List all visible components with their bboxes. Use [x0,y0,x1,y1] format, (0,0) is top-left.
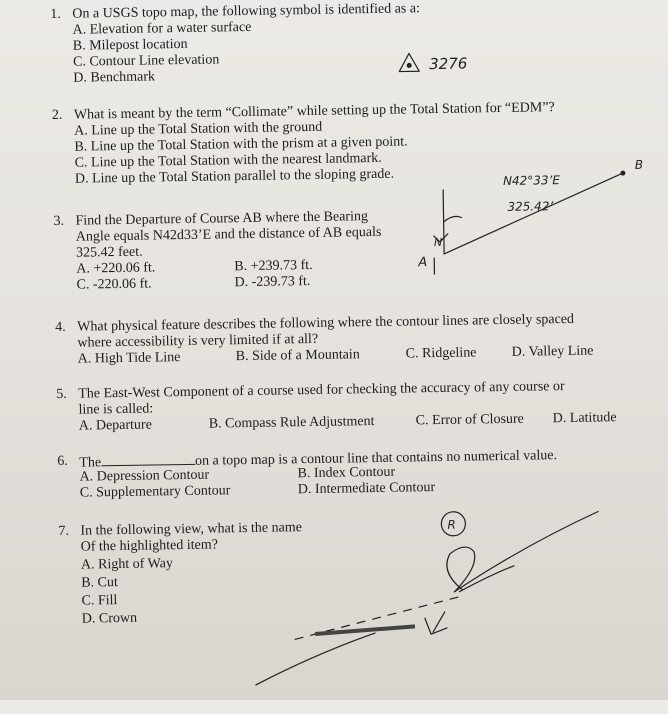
question-number: 3. [53,214,64,230]
option-b: B. Line up the Total Station with the prism at a given point. [74,134,407,155]
question-number: 4. [55,320,66,336]
lower-slope-line [255,633,376,685]
option-a: A. Departure [79,418,152,435]
option-a: A. Right of Way [81,556,173,573]
option-b: B. +239.73 ft. [234,258,313,275]
benchmark-symbol [391,44,512,86]
question-number: 2. [52,108,63,124]
option-d: D. Latitude [553,410,617,427]
bearing-label: N42°33’E [503,173,561,188]
option-b: B. Cut [81,575,118,592]
point-b-dot [620,171,625,176]
north-label: N [434,236,442,249]
option-c: C. Ridgeline [406,345,477,362]
question-number: 1. [50,7,61,23]
upper-slope-line [453,512,599,592]
question-number: 6. [57,454,68,470]
option-c: C. -220.06 ft. [76,276,151,293]
question-text-line-2: line is called: [78,401,153,418]
point-b-label: B [635,158,643,172]
option-d: D. Crown [82,611,137,628]
option-b: B. Index Contour [297,465,395,483]
question-text: What is meant by the term “Collimate” while setting up the Total Station for “EDM”? [74,100,555,124]
distance-label: 325.42’ [507,199,553,214]
option-d: D. -239.73 ft. [234,274,310,291]
question-number: 5. [56,387,67,403]
answer-blank [101,452,195,466]
question-text-line-2: where accessibility is very limited if at all? [77,332,318,352]
question-text-line-1: The East-West Component of a course used for checking the accuracy of any course or [78,379,565,403]
option-c: C. Error of Closure [416,412,524,430]
option-c: C. Fill [81,593,117,610]
point-a-label: A [417,255,427,270]
question-text-line-3: 325.42 feet. [76,245,143,262]
option-d: D. Valley Line [512,344,594,361]
option-d: D. Line up the Total Station parallel to the sloping grade. [75,167,394,188]
option-d: D. Intermediate Contour [298,480,435,498]
question-text: On a USGS topo map, the following symbol is identified as a: [72,1,420,22]
question-text-line-2: Angle equals N42d33’E and the distance of AB equals [76,225,382,246]
triangle-icon [399,53,419,71]
option-c: C. Contour Line elevation [73,52,219,70]
option-a: A. Line up the Total Station with the ground [74,120,322,140]
option-a: A. Depression Contour [79,468,209,486]
option-b: B. Compass Rule Adjustment [209,414,375,433]
text-before-blank: The [79,455,101,470]
question-number: 7. [58,524,69,540]
option-a: A. High Tide Line [78,350,181,368]
question-text-line-1: Find the Departure of Course AB where the Bearing [75,209,368,230]
question-text-line-1: In the following view, what is the name [80,520,302,539]
road-cross-section-sketch [253,499,626,695]
bearing-angle-arc [444,216,462,222]
right-curve [459,566,514,592]
text-after-blank: on a topo map is a contour line that contains no numerical value. [195,448,557,469]
question-text-line-1: What physical feature describes the following where the contour lines are closely spaced [77,312,574,336]
option-d: D. Benchmark [73,69,155,86]
bearing-sketch [403,159,655,283]
option-c: C. Line up the Total Station with the nearest landmark. [75,151,382,172]
question-text-line-2: Of the highlighted item? [81,537,218,555]
option-b: B. Milepost location [73,37,188,55]
marker-label: R [447,518,456,532]
option-c: C. Supplementary Contour [80,483,231,501]
option-b: B. Side of a Mountain [236,347,360,365]
option-a: A. Elevation for a water surface [72,20,251,39]
option-a: A. +220.06 ft. [76,260,155,277]
symbol-elevation-value: 3276 [429,55,467,74]
